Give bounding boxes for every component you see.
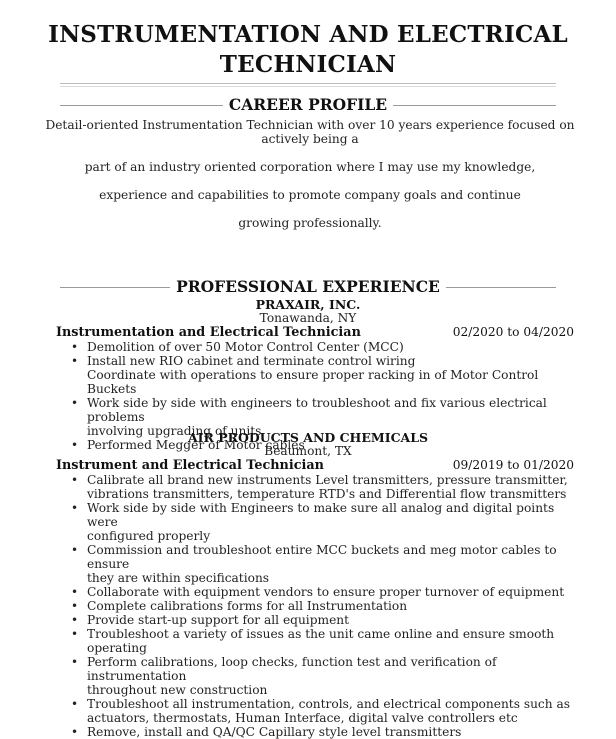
company-name: AIR PRODUCTS AND CHEMICALS	[187, 430, 429, 445]
job-bullet: • Commission and troubleshoot entire MCC buckets and meg motor cables to ensure	[87, 543, 587, 571]
job-bullet: • Remove, install and QA/QC Capillary style level transmitters	[87, 725, 587, 739]
resume-title-line-2: TECHNICIAN	[219, 51, 397, 78]
job-bullet: • Demolition of over 50 Motor Control Center (MCC)	[87, 340, 587, 354]
company-location: Beaumont, TX	[264, 444, 352, 458]
job-bullet: • Install new RIO cabinet and terminate control wiring	[87, 354, 587, 368]
resume-title-line-1: INSTRUMENTATION AND ELECTRICAL	[48, 21, 568, 48]
title-divider-secondary	[60, 86, 556, 87]
job-bullet: • Calibrate all brand new instruments Level transmitters, pressure transmitter,	[87, 473, 587, 487]
job-bullet-continuation: involving upgrading of units	[87, 424, 262, 438]
career-profile-heading-text: CAREER PROFILE	[223, 95, 393, 114]
experience-heading-text: PROFESSIONAL EXPERIENCE	[170, 277, 446, 296]
company-name: PRAXAIR, INC.	[255, 297, 361, 312]
job-bullet-continuation: throughout new construction	[87, 683, 268, 697]
job-bullet-list	[56, 473, 587, 739]
job-bullet-continuation: vibrations transmitters, temperature RTD's and Differential flow transmitters	[87, 487, 567, 501]
job-bullet-continuation: they are within specifications	[87, 571, 270, 585]
job-title: Instrument and Electrical Technician	[56, 458, 324, 473]
job-bullet: • Complete calibrations forms for all Instrumentation	[87, 599, 587, 613]
job-bullet: • Troubleshoot all instrumentation, controls, and electrical components such as	[87, 697, 587, 711]
career-profile-heading	[0, 95, 616, 114]
profile-line: part of an industry oriented corporation where I may use my knowledge,	[84, 160, 536, 174]
job-title: Instrumentation and Electrical Technician	[56, 325, 361, 340]
job-bullet: • Perform calibrations, loop checks, function test and verification of instrumentation	[87, 655, 587, 683]
job-bullet: • Provide start-up support for all equipment	[87, 613, 587, 627]
job-header	[56, 325, 574, 340]
job-header	[56, 458, 574, 473]
job-dates: 02/2020 to 04/2020	[452, 325, 574, 339]
company-location: Tonawanda, NY	[259, 311, 357, 325]
job-bullet: • Collaborate with equipment vendors to ensure proper turnover of equipment	[87, 585, 587, 599]
job-bullet-continuation: actuators, thermostats, Human Interface, digital valve controllers etc	[87, 711, 518, 725]
job-bullet-continuation: Coordinate with operations to ensure proper racking in of Motor Control Buckets	[87, 368, 539, 396]
title-divider	[60, 83, 556, 84]
job-bullet: • Work side by side with engineers to troubleshoot and fix various electrical problems	[87, 396, 587, 424]
profile-line: Detail-oriented Instrumentation Technician with over 10 years experience focused on	[45, 118, 575, 132]
job-dates: 09/2019 to 01/2020	[452, 458, 574, 472]
profile-line: experience and capabilities to promote company goals and continue	[99, 188, 521, 202]
job-bullet: • Performed Megger of Motor cables	[87, 438, 587, 452]
job-bullet-continuation: operating	[87, 641, 147, 655]
profile-line: actively being a	[261, 132, 359, 146]
job-bullet: • Troubleshoot a variety of issues as the unit came online and ensure smooth	[87, 627, 587, 641]
profile-line: growing professionally.	[238, 216, 382, 230]
job-bullet-continuation: configured properly	[87, 529, 211, 543]
experience-heading	[0, 277, 616, 296]
job-bullet: • Work side by side with Engineers to make sure all analog and digital points were	[87, 501, 587, 529]
